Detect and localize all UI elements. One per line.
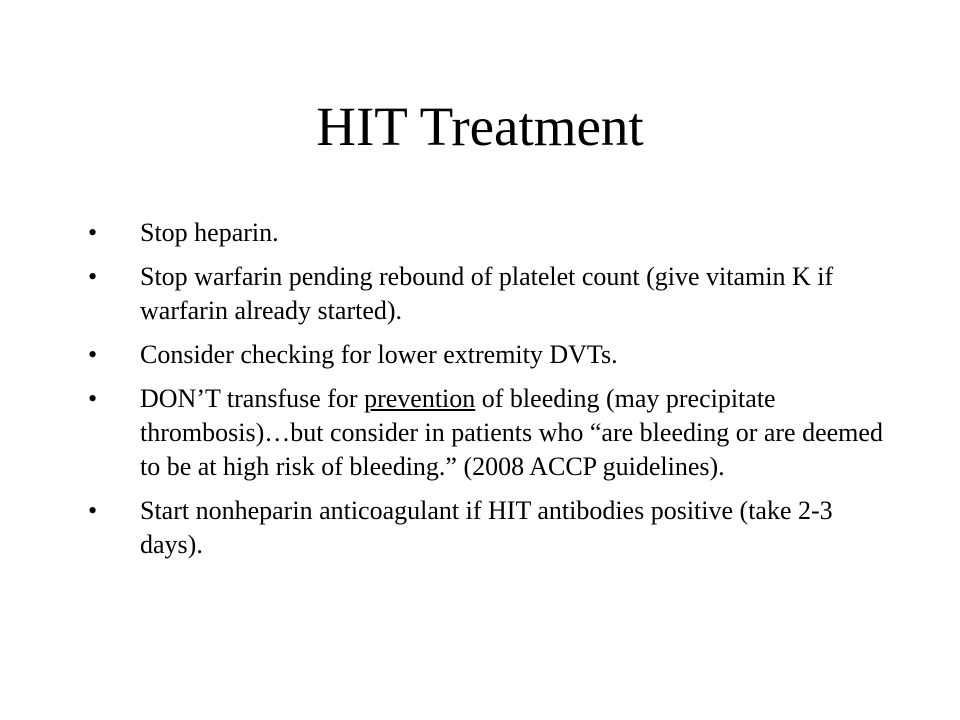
slide-title: HIT Treatment [316, 96, 644, 157]
bullet-icon: • [88, 496, 98, 525]
bullet-text: Stop warfarin pending rebound of platelet count (give vitamin K if warfarin already started). [140, 262, 834, 325]
bullet-icon: • [88, 262, 98, 291]
bullet-icon: • [88, 218, 98, 247]
bullet-text: Consider checking for lower extremity DVTs. [140, 340, 618, 369]
bullet-item-dont-transfuse [88, 382, 888, 484]
bullet-icon: • [88, 340, 98, 369]
bullet-list [88, 216, 888, 572]
bullet-text: Stop heparin. [140, 218, 279, 247]
bullet-item-stop-warfarin [88, 260, 888, 328]
bullet-item-check-dvts [88, 338, 888, 372]
bullet-text-after: of bleeding (may precipitate thrombosis)…but consider in patients who “are bleeding or are deemed to be at high risk of bleeding.” (2008 ACCP guidelines). [140, 384, 883, 481]
bullet-icon: • [88, 384, 98, 413]
bullet-text-before: DON’T transfuse for [140, 384, 365, 413]
bullet-text: Start nonheparin anticoagulant if HIT antibodies positive (take 2-3 days). [140, 496, 833, 559]
bullet-text-underlined: prevention [364, 384, 476, 413]
bullet-item-start-anticoagulant [88, 494, 888, 562]
bullet-item-stop-heparin [88, 216, 888, 250]
